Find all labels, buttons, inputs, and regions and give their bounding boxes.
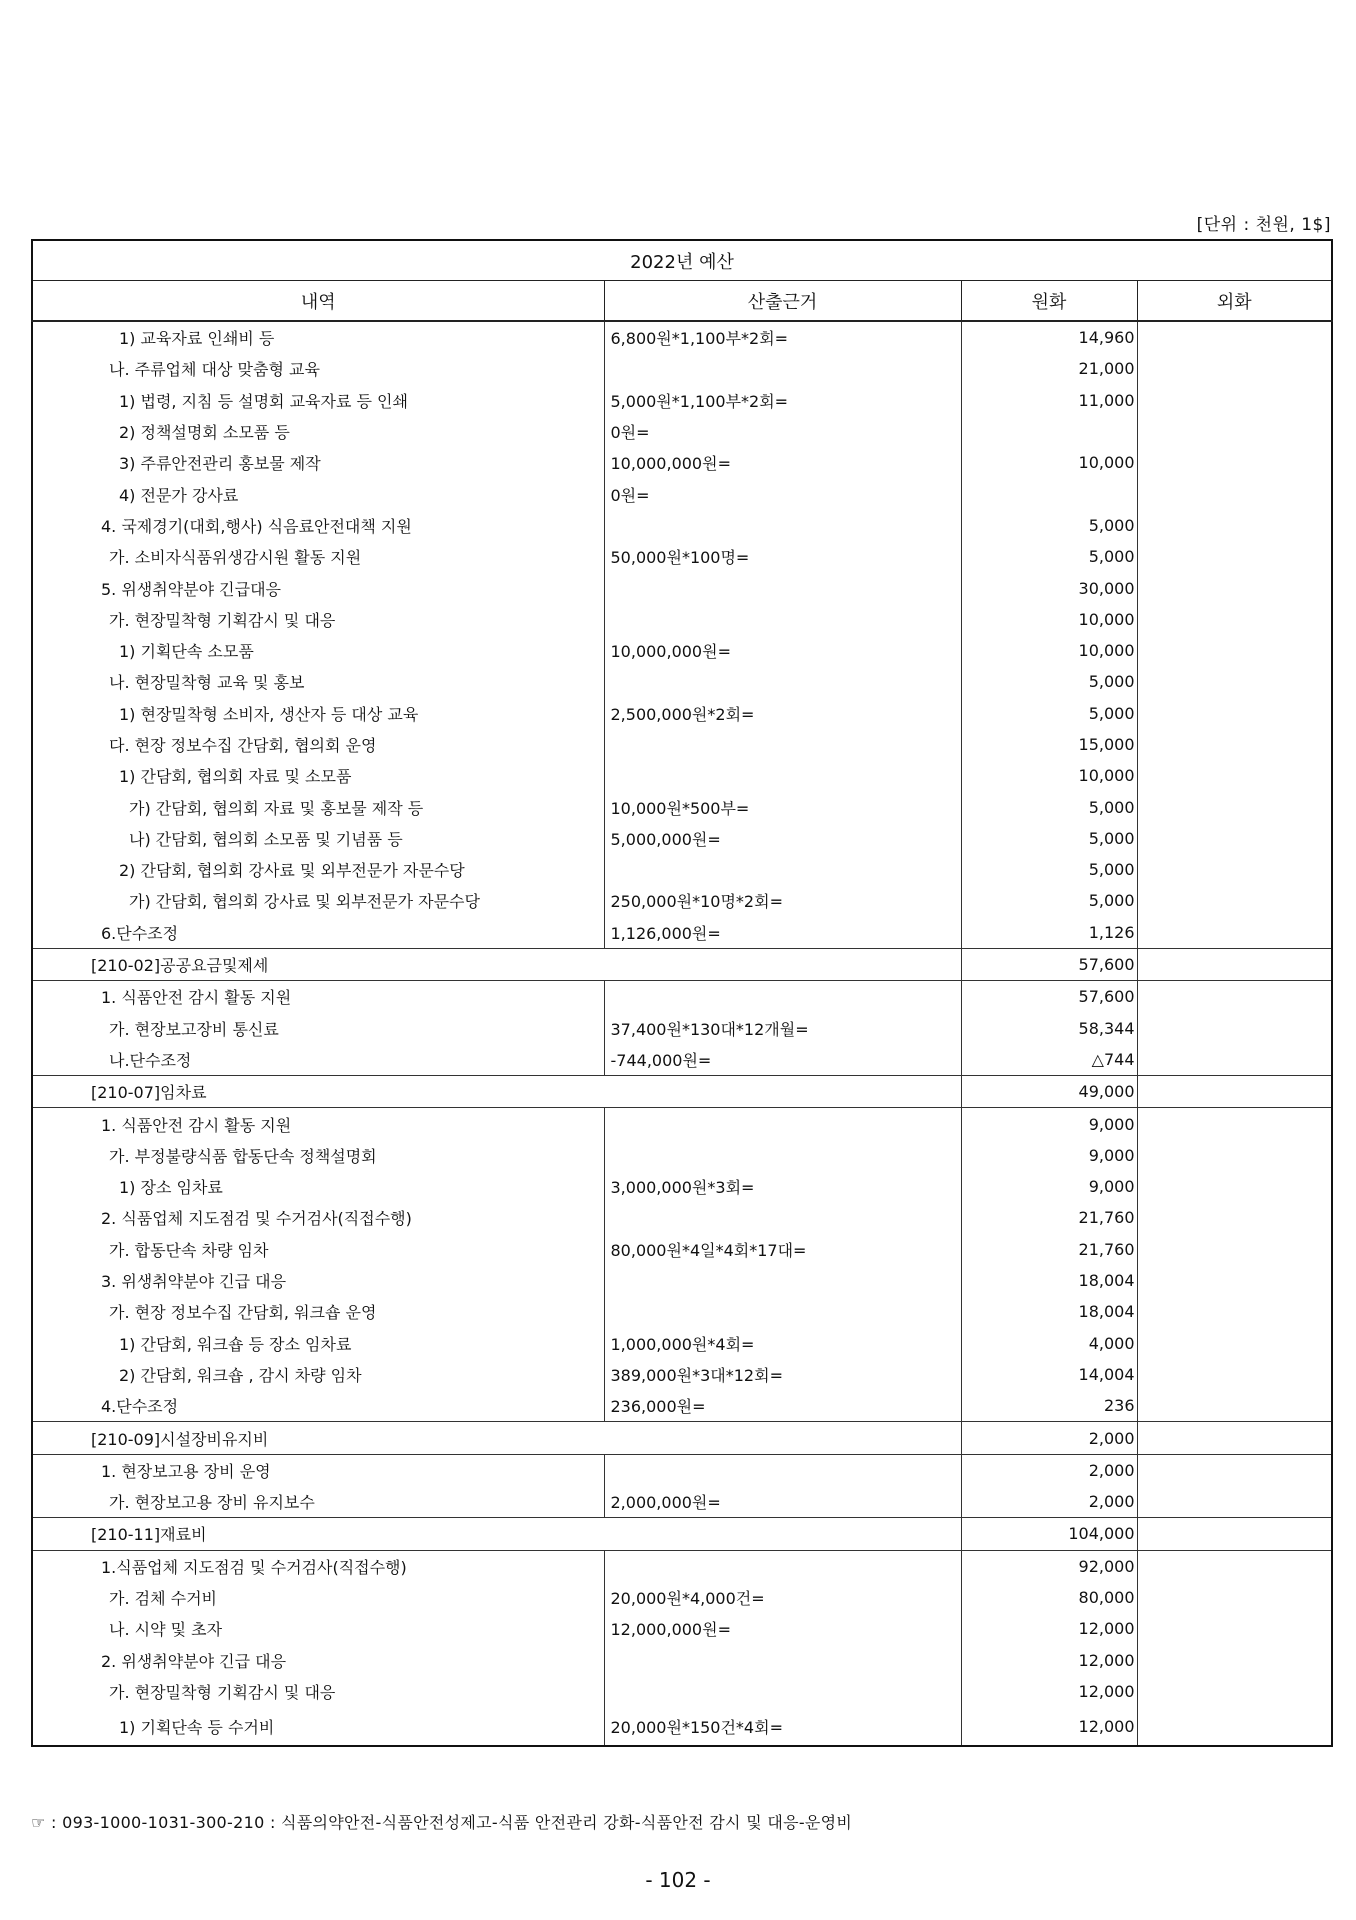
krw-cell: 12,000 [961,1613,1137,1644]
column-header-fx: 외화 [1137,281,1332,322]
item-cell: 2) 간담회, 협의회 강사료 및 외부전문가 자문수당 [32,854,604,885]
fx-cell [1137,885,1332,916]
krw-cell: 104,000 [961,1518,1137,1550]
krw-cell: 5,000 [961,541,1137,572]
fx-cell [1137,760,1332,791]
table-row [32,1676,1332,1707]
table-row [32,1328,1332,1359]
unit-label: [단위 : 천원, 1$] [1196,215,1331,235]
krw-cell: 12,000 [961,1707,1137,1746]
table-row [32,1644,1332,1675]
krw-cell: 21,000 [961,353,1137,384]
basis-cell [604,572,961,603]
table-row [32,1265,1332,1296]
table-row [32,353,1332,384]
item-cell: 1. 현장보고용 장비 운영 [32,1454,604,1486]
basis-cell: 37,400원*130대*12개월= [604,1013,961,1044]
column-header-basis: 산출근거 [604,281,961,322]
item-cell: 2) 간담회, 워크숍 , 감시 차량 임차 [32,1359,604,1390]
basis-cell: 20,000원*150건*4회= [604,1707,961,1746]
basis-cell [604,1454,961,1486]
basis-cell: 10,000,000원= [604,447,961,478]
basis-cell: 5,000,000원= [604,823,961,854]
item-cell: 5. 위생취약분야 긴급대응 [32,572,604,603]
krw-cell: 92,000 [961,1550,1137,1582]
fx-cell [1137,1613,1332,1644]
krw-cell: 18,004 [961,1265,1137,1296]
column-header-krw: 원화 [961,281,1137,322]
krw-cell: 14,004 [961,1359,1137,1390]
item-cell: 1. 식품안전 감시 활동 지원 [32,981,604,1013]
basis-cell: 5,000원*1,100부*2회= [604,385,961,416]
fx-cell [1137,1076,1332,1108]
table-row [32,1296,1332,1327]
basis-cell [604,1265,961,1296]
fx-cell [1137,1296,1332,1327]
item-cell: 3. 위생취약분야 긴급 대응 [32,1265,604,1296]
table-row [32,1550,1332,1582]
krw-cell: 5,000 [961,823,1137,854]
year-header: 2022년 예산 [32,240,1332,281]
table-row [32,917,1332,949]
basis-cell: 20,000원*4,000건= [604,1582,961,1613]
fx-cell [1137,353,1332,384]
fx-cell [1137,981,1332,1013]
basis-cell [604,604,961,635]
krw-cell: 15,000 [961,729,1137,760]
basis-cell: 250,000원*10명*2회= [604,885,961,916]
item-cell: 1) 장소 임차료 [32,1171,604,1202]
fx-cell [1137,1359,1332,1390]
item-cell: 가. 합동단속 차량 임차 [32,1234,604,1265]
krw-cell: 21,760 [961,1234,1137,1265]
krw-cell: 80,000 [961,1582,1137,1613]
item-cell: 가. 현장보고용 장비 유지보수 [32,1486,604,1518]
basis-cell: 10,000원*500부= [604,791,961,822]
krw-cell: 4,000 [961,1328,1137,1359]
item-cell: 1) 기획단속 소모품 [32,635,604,666]
fx-cell [1137,321,1332,353]
basis-cell [604,729,961,760]
basis-cell: 10,000,000원= [604,635,961,666]
page-number: - 102 - [645,1868,711,1892]
krw-cell: 236 [961,1390,1137,1422]
item-cell: 4. 국제경기(대회,행사) 식음료안전대책 지원 [32,510,604,541]
item-cell: 다. 현장 정보수집 간담회, 협의회 운영 [32,729,604,760]
krw-cell: 12,000 [961,1676,1137,1707]
table-row [32,1707,1332,1746]
krw-cell: 10,000 [961,760,1137,791]
fx-cell [1137,478,1332,509]
item-cell: 2) 정책설명회 소모품 등 [32,416,604,447]
table-row [32,1390,1332,1422]
section-row [32,1076,1332,1108]
table-row [32,385,1332,416]
krw-cell: 9,000 [961,1140,1137,1171]
basis-cell: 2,500,000원*2회= [604,698,961,729]
fx-cell [1137,1707,1332,1746]
table-row [32,698,1332,729]
table-row [32,604,1332,635]
fx-cell [1137,385,1332,416]
item-cell: 가. 현장밀착형 기획감시 및 대응 [32,604,604,635]
section-title: [210-09]시설장비유지비 [32,1422,961,1454]
krw-cell: 5,000 [961,698,1137,729]
krw-cell [961,416,1137,447]
krw-cell: 49,000 [961,1076,1137,1108]
basis-cell [604,760,961,791]
item-cell: 1.식품업체 지도점검 및 수거검사(직접수행) [32,1550,604,1582]
item-cell: 나. 현장밀착형 교육 및 홍보 [32,666,604,697]
krw-cell: 5,000 [961,791,1137,822]
krw-cell: 58,344 [961,1013,1137,1044]
item-cell: 4) 전문가 강사료 [32,478,604,509]
krw-cell: 21,760 [961,1202,1137,1233]
basis-cell: 0원= [604,416,961,447]
table-row [32,416,1332,447]
fx-cell [1137,729,1332,760]
item-cell: 가. 검체 수거비 [32,1582,604,1613]
table-row [32,729,1332,760]
fx-cell [1137,917,1332,949]
item-cell: 1) 현장밀착형 소비자, 생산자 등 대상 교육 [32,698,604,729]
item-cell: 2. 식품업체 지도점검 및 수거검사(직접수행) [32,1202,604,1233]
footnote: ☞ : 093-1000-1031-300-210 : 식품의약안전-식품안전성제고-식품 안전관리 강화-식품안전 감시 및 대응-운영비 [31,1813,853,1832]
fx-cell [1137,1171,1332,1202]
table-row [32,1613,1332,1644]
table-row [32,1013,1332,1044]
item-cell: 1) 교육자료 인쇄비 등 [32,321,604,353]
table-row [32,981,1332,1013]
krw-cell: 5,000 [961,510,1137,541]
fx-cell [1137,604,1332,635]
fx-cell [1137,698,1332,729]
item-cell: 가) 간담회, 협의회 자료 및 홍보물 제작 등 [32,791,604,822]
fx-cell [1137,1550,1332,1582]
fx-cell [1137,1202,1332,1233]
fx-cell [1137,1454,1332,1486]
krw-cell: 2,000 [961,1454,1137,1486]
basis-cell: 0원= [604,478,961,509]
table-row [32,1108,1332,1140]
krw-cell: 5,000 [961,854,1137,885]
fx-cell [1137,1265,1332,1296]
basis-cell [604,854,961,885]
item-cell: 1) 기획단속 등 수거비 [32,1707,604,1746]
table-row [32,885,1332,916]
item-cell: 나) 간담회, 협의회 소모품 및 기념품 등 [32,823,604,854]
table-row [32,760,1332,791]
item-cell: 나. 시약 및 초자 [32,1613,604,1644]
krw-cell: 10,000 [961,604,1137,635]
krw-cell: 9,000 [961,1171,1137,1202]
krw-cell: 57,600 [961,948,1137,980]
fx-cell [1137,666,1332,697]
item-cell: 6.단수조정 [32,917,604,949]
basis-cell [604,510,961,541]
fx-cell [1137,1390,1332,1422]
fx-cell [1137,1328,1332,1359]
fx-cell [1137,541,1332,572]
table-row [32,823,1332,854]
item-cell: 2. 위생취약분야 긴급 대응 [32,1644,604,1675]
fx-cell [1137,510,1332,541]
krw-cell: 9,000 [961,1108,1137,1140]
item-cell: 가. 현장 정보수집 간담회, 워크숍 운영 [32,1296,604,1327]
krw-cell: 57,600 [961,981,1137,1013]
fx-cell [1137,1013,1332,1044]
fx-cell [1137,948,1332,980]
fx-cell [1137,447,1332,478]
krw-cell: 5,000 [961,885,1137,916]
fx-cell [1137,635,1332,666]
krw-cell: 30,000 [961,572,1137,603]
basis-cell [604,1550,961,1582]
table-row [32,1234,1332,1265]
fx-cell [1137,572,1332,603]
fx-cell [1137,1676,1332,1707]
table-row [32,854,1332,885]
table-row [32,791,1332,822]
krw-cell: 2,000 [961,1422,1137,1454]
basis-cell: 80,000원*4일*4회*17대= [604,1234,961,1265]
basis-cell: 389,000원*3대*12회= [604,1359,961,1390]
section-title: [210-11]재료비 [32,1518,961,1550]
section-row [32,1518,1332,1550]
fx-cell [1137,1644,1332,1675]
basis-cell [604,981,961,1013]
table-row [32,510,1332,541]
item-cell: 나.단수조정 [32,1044,604,1076]
table-body [32,321,1332,1746]
krw-cell: 14,960 [961,321,1137,353]
item-cell: 가. 소비자식품위생감시원 활동 지원 [32,541,604,572]
item-cell: 나. 주류업체 대상 맞춤형 교육 [32,353,604,384]
table-row [32,1582,1332,1613]
item-cell: 1) 간담회, 협의회 자료 및 소모품 [32,760,604,791]
krw-cell: 10,000 [961,635,1137,666]
basis-cell: 50,000원*100명= [604,541,961,572]
table-row [32,478,1332,509]
table-row [32,1454,1332,1486]
item-cell: 가. 현장밀착형 기획감시 및 대응 [32,1676,604,1707]
fx-cell [1137,1044,1332,1076]
fx-cell [1137,1422,1332,1454]
basis-cell [604,1202,961,1233]
table-row [32,321,1332,353]
item-cell: 1. 식품안전 감시 활동 지원 [32,1108,604,1140]
table-row [32,635,1332,666]
budget-table [31,239,1333,1747]
fx-cell [1137,1140,1332,1171]
basis-cell: 236,000원= [604,1390,961,1422]
fx-cell [1137,791,1332,822]
table-row [32,1202,1332,1233]
fx-cell [1137,1234,1332,1265]
section-row [32,948,1332,980]
basis-cell [604,1108,961,1140]
item-cell: 가. 현장보고장비 통신료 [32,1013,604,1044]
basis-cell [604,1296,961,1327]
krw-cell: 5,000 [961,666,1137,697]
table-row [32,1359,1332,1390]
table-row [32,447,1332,478]
fx-cell [1137,1108,1332,1140]
basis-cell: 6,800원*1,100부*2회= [604,321,961,353]
basis-cell: -744,000원= [604,1044,961,1076]
krw-cell: 18,004 [961,1296,1137,1327]
basis-cell: 1,000,000원*4회= [604,1328,961,1359]
item-cell: 4.단수조정 [32,1390,604,1422]
basis-cell: 12,000,000원= [604,1613,961,1644]
fx-cell [1137,416,1332,447]
krw-cell: 10,000 [961,447,1137,478]
table-row [32,572,1332,603]
krw-cell: 11,000 [961,385,1137,416]
basis-cell: 2,000,000원= [604,1486,961,1518]
krw-cell: 2,000 [961,1486,1137,1518]
table-row [32,1044,1332,1076]
basis-cell [604,353,961,384]
section-title: [210-07]임차료 [32,1076,961,1108]
item-cell: 1) 간담회, 워크숍 등 장소 임차료 [32,1328,604,1359]
basis-cell [604,1676,961,1707]
table-row [32,1140,1332,1171]
section-row [32,1422,1332,1454]
item-cell: 1) 법령, 지침 등 설명회 교육자료 등 인쇄 [32,385,604,416]
basis-cell: 1,126,000원= [604,917,961,949]
section-title: [210-02]공공요금및제세 [32,948,961,980]
table-row [32,1171,1332,1202]
item-cell: 3) 주류안전관리 홍보물 제작 [32,447,604,478]
basis-cell: 3,000,000원*3회= [604,1171,961,1202]
basis-cell [604,666,961,697]
krw-cell: △744 [961,1044,1137,1076]
column-header-item: 내역 [32,281,604,322]
basis-cell [604,1140,961,1171]
fx-cell [1137,1518,1332,1550]
krw-cell: 1,126 [961,917,1137,949]
item-cell: 가) 간담회, 협의회 강사료 및 외부전문가 자문수당 [32,885,604,916]
table-row [32,541,1332,572]
fx-cell [1137,1582,1332,1613]
table-row [32,1486,1332,1518]
fx-cell [1137,1486,1332,1518]
fx-cell [1137,854,1332,885]
table-row [32,666,1332,697]
basis-cell [604,1644,961,1675]
krw-cell: 12,000 [961,1644,1137,1675]
item-cell: 가. 부정불량식품 합동단속 정책설명회 [32,1140,604,1171]
fx-cell [1137,823,1332,854]
krw-cell [961,478,1137,509]
